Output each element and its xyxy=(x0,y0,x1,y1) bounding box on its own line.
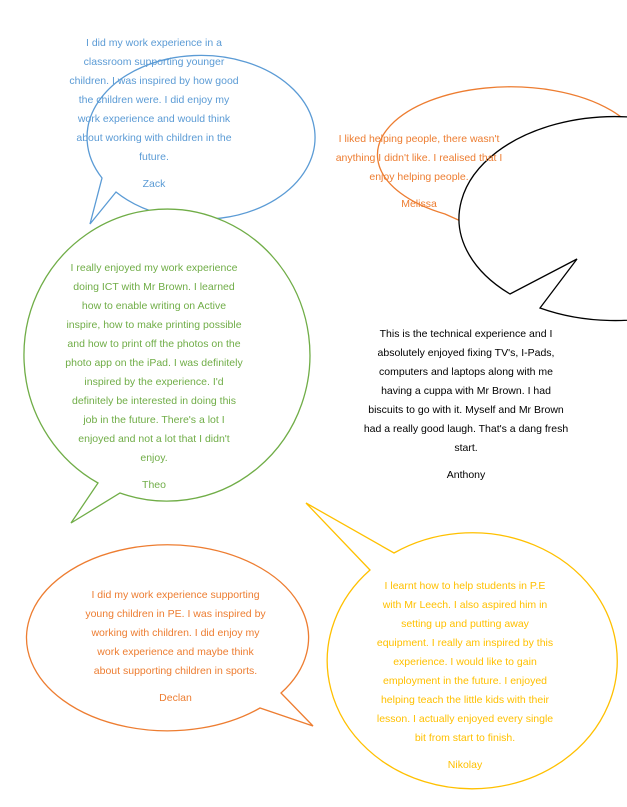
quote-line: job in the future. There's a lot I xyxy=(83,414,225,426)
quote-theo xyxy=(43,259,265,495)
quote-line: and how to print off the photos on the xyxy=(67,338,241,350)
quote-line: experience. I would like to gain xyxy=(393,656,537,668)
quote-line: inspired by the experience. I'd xyxy=(84,376,224,388)
quote-line: helping teach the little kids with their xyxy=(380,694,550,706)
quote-text xyxy=(40,34,268,167)
quote-line: lesson. I actually enjoyed every single xyxy=(376,713,554,725)
quote-line: This is the technical experience and I xyxy=(379,328,553,340)
quote-text xyxy=(365,577,565,748)
quote-line: about working with children in the xyxy=(76,132,232,144)
quote-line: having a cuppa with Mr Brown. I had xyxy=(381,385,551,397)
author-name: Declan xyxy=(159,692,192,704)
quote-line: working with children. I did enjoy my xyxy=(91,627,260,639)
quote-line: anything I didn't like. I realised that I xyxy=(335,152,503,164)
author-name: Zack xyxy=(142,178,166,190)
quote-line: young children in PE. I was inspired by xyxy=(85,608,266,620)
quote-text xyxy=(68,586,283,681)
quote-declan xyxy=(68,586,283,708)
quote-line: I learnt how to help students in P.E xyxy=(384,580,546,592)
quote-line: bit from start to finish. xyxy=(414,732,516,744)
quote-text xyxy=(346,325,586,458)
quote-line: children. I was inspired by how good xyxy=(69,75,239,87)
quote-line: equipment. I really am inspired by this xyxy=(376,637,554,649)
quote-line: how to enable writing on Active xyxy=(81,300,227,312)
quote-line: had a really good laugh. That's a dang fresh xyxy=(363,423,569,435)
quote-line: classroom supporting younger xyxy=(83,56,225,68)
quote-line: the children were. I did enjoy my xyxy=(78,94,230,106)
quote-line: enjoyed and not a lot that I didn't xyxy=(78,433,230,445)
quote-nikolay xyxy=(365,577,565,775)
quote-line: computers and laptops along with me xyxy=(379,366,553,378)
quote-line: I did my work experience in a xyxy=(86,37,222,49)
quote-line: biscuits to go with it. Myself and Mr Brown xyxy=(368,404,564,416)
author-name: Theo xyxy=(142,479,166,491)
quote-line: enjoy helping people. xyxy=(369,171,469,183)
quote-text xyxy=(43,259,265,468)
author-name: Nikolay xyxy=(447,759,483,771)
quote-line: work experience and would think xyxy=(77,113,231,125)
quote-line: work experience and maybe think xyxy=(97,646,254,658)
quote-zack xyxy=(40,34,268,194)
quote-line: photo app on the iPad. I was definitely xyxy=(65,357,243,369)
author-name: Melissa xyxy=(401,198,437,210)
quote-line: with Mr Leech. I also aspired him in xyxy=(382,599,548,611)
quote-melissa xyxy=(306,130,532,214)
quote-line: future. xyxy=(139,151,169,163)
quote-line: about supporting children in sports. xyxy=(93,665,258,677)
quote-line: absolutely enjoyed fixing TV's, I-Pads, xyxy=(377,347,555,359)
quote-line: start. xyxy=(454,442,478,454)
quote-line: I really enjoyed my work experience xyxy=(70,262,238,274)
quote-text xyxy=(306,130,532,187)
quote-line: I liked helping people, there wasn't xyxy=(338,133,500,145)
quote-anthony xyxy=(346,325,586,485)
quote-line: inspire, how to make printing possible xyxy=(66,319,242,331)
quote-line: employment in the future. I enjoyed xyxy=(382,675,547,687)
quote-line: enjoy. xyxy=(140,452,168,464)
quote-line: setting up and putting away xyxy=(401,618,529,630)
author-name: Anthony xyxy=(446,469,486,481)
quote-line: definitely be interested in doing this xyxy=(71,395,237,407)
quote-line: I did my work experience supporting xyxy=(91,589,260,601)
quote-line: doing ICT with Mr Brown. I learned xyxy=(73,281,235,293)
